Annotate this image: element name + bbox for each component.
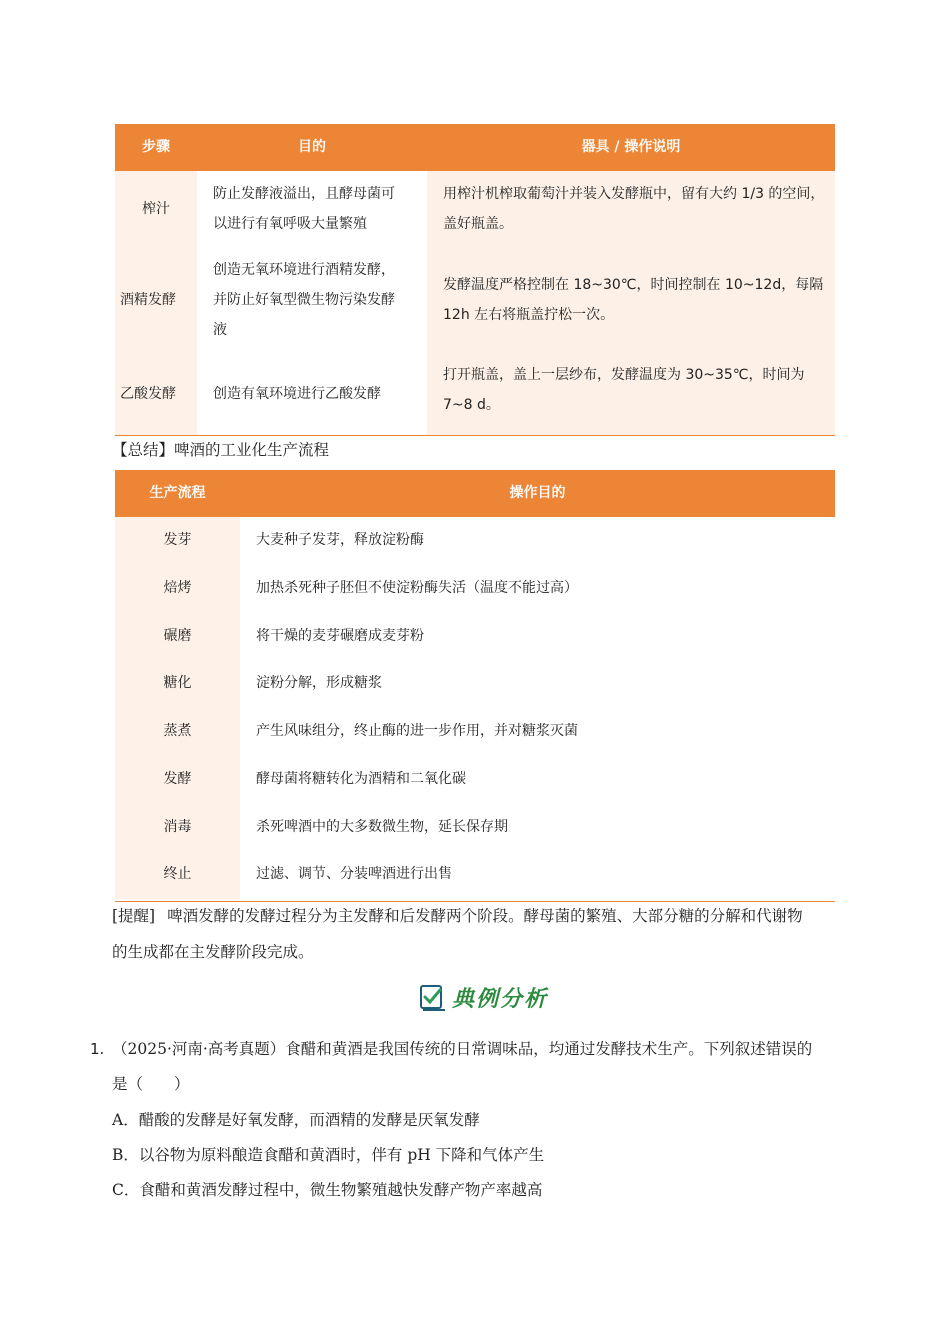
table-row — [115, 354, 835, 435]
tip-paragraph — [112, 898, 862, 970]
purpose-cell — [197, 171, 427, 247]
checklist-icon — [418, 982, 448, 1012]
table-row — [115, 247, 835, 354]
tip-text: 啤酒发酵的发酵过程分为主发酵和后发酵两个阶段。酵母菌的繁殖、大部分糖的分解和代谢物 — [167, 907, 803, 925]
purpose-line: 液 — [213, 322, 227, 338]
note-cell — [427, 354, 835, 435]
process-cell: 焙烤 — [115, 565, 240, 613]
table-row — [115, 565, 835, 613]
table-body — [115, 517, 835, 899]
purpose-cell: 杀死啤酒中的大多数微生物，延长保存期 — [240, 804, 835, 852]
header-process: 生产流程 — [149, 485, 206, 501]
table1-bottom-rule — [115, 435, 835, 436]
note-line: 盖好瓶盖。 — [443, 216, 513, 232]
purpose-cell: 加热杀死种子胚但不使淀粉酶失活（温度不能过高） — [240, 565, 835, 613]
process-cell: 发芽 — [115, 517, 240, 565]
table-row — [115, 708, 835, 756]
purpose-line: 以进行有氧呼吸大量繁殖 — [213, 216, 367, 232]
process-cell: 终止 — [115, 851, 240, 899]
process-cell: 发酵 — [115, 756, 240, 804]
note-line: 7~8 d。 — [443, 397, 500, 413]
purpose-cell: 将干燥的麦芽碾磨成麦芽粉 — [240, 613, 835, 661]
purpose-cell: 创造有氧环境进行乙酸发酵 — [197, 354, 427, 435]
tip-label: [提醒] — [112, 907, 156, 925]
question-number: 1. — [90, 1040, 105, 1058]
table-row — [115, 171, 835, 247]
table-row — [115, 756, 835, 804]
purpose-cell: 大麦种子发芽，释放淀粉酶 — [240, 517, 835, 565]
step-cell: 榨汁 — [115, 171, 197, 247]
header-purpose: 操作目的 — [509, 485, 566, 501]
note-cell — [427, 171, 835, 247]
note-line: 发酵温度严格控制在 18~30℃，时间控制在 10~12d，每隔 — [443, 277, 824, 293]
purpose-cell: 酵母菌将糖转化为酒精和二氧化碳 — [240, 756, 835, 804]
purpose-cell: 过滤、调节、分装啤酒进行出售 — [240, 851, 835, 899]
purpose-line: 防止发酵液溢出，且酵母菌可 — [213, 186, 395, 202]
note-line: 12h 左右将瓶盖拧松一次。 — [443, 307, 615, 323]
header-note: 器具 / 操作说明 — [581, 139, 681, 155]
table-row — [115, 804, 835, 852]
fermentation-steps-table — [115, 124, 835, 435]
note-cell — [427, 247, 835, 354]
step-cell: 乙酸发酵 — [115, 354, 197, 435]
process-cell: 蒸煮 — [115, 708, 240, 756]
table-row — [115, 851, 835, 899]
table-header-row — [115, 470, 835, 517]
section-banner-title: 典例分析 — [452, 985, 549, 1012]
question-stem-line-2: 是（ ） — [112, 1075, 190, 1093]
process-cell: 消毒 — [115, 804, 240, 852]
purpose-line: 创造无氧环境进行酒精发酵， — [213, 262, 395, 278]
summary-title: 【总结】啤酒的工业化生产流程 — [112, 441, 330, 459]
purpose-cell: 产生风味组分，终止酶的进一步作用，并对糖浆灭菌 — [240, 708, 835, 756]
table-header-row — [115, 124, 835, 171]
tip-line-1 — [112, 898, 862, 934]
section-banner — [418, 981, 548, 1013]
note-line: 用榨汁机榨取葡萄汁并装入发酵瓶中，留有大约 1/3 的空间， — [443, 186, 825, 202]
process-cell: 糖化 — [115, 660, 240, 708]
table-row — [115, 660, 835, 708]
header-step: 步骤 — [142, 139, 170, 155]
table-row — [115, 613, 835, 661]
header-purpose: 目的 — [298, 139, 326, 155]
question-stem-line-1: （2025·河南·高考真题）食醋和黄酒是我国传统的日常调味品，均通过发酵技术生产。下列叙述错误的 — [112, 1040, 813, 1058]
option-b[interactable]: B．以谷物为原料酿造食醋和黄酒时，伴有 pH 下降和气体产生 — [112, 1146, 545, 1164]
note-line: 打开瓶盖，盖上一层纱布，发酵温度为 30~35℃，时间为 — [443, 367, 805, 383]
option-a[interactable]: A．醋酸的发酵是好氧发酵，而酒精的发酵是厌氧发酵 — [112, 1111, 480, 1129]
purpose-cell — [197, 247, 427, 354]
process-cell: 碾磨 — [115, 613, 240, 661]
table-row — [115, 517, 835, 565]
beer-process-table — [115, 470, 835, 899]
step-cell: 酒精发酵 — [115, 247, 197, 354]
tip-line-2: 的生成都在主发酵阶段完成。 — [112, 943, 314, 961]
option-c[interactable]: C．食醋和黄酒发酵过程中，微生物繁殖越快发酵产物产率越高 — [112, 1181, 543, 1199]
purpose-cell: 淀粉分解，形成糖浆 — [240, 660, 835, 708]
purpose-line: 并防止好氧型微生物污染发酵 — [213, 292, 395, 308]
